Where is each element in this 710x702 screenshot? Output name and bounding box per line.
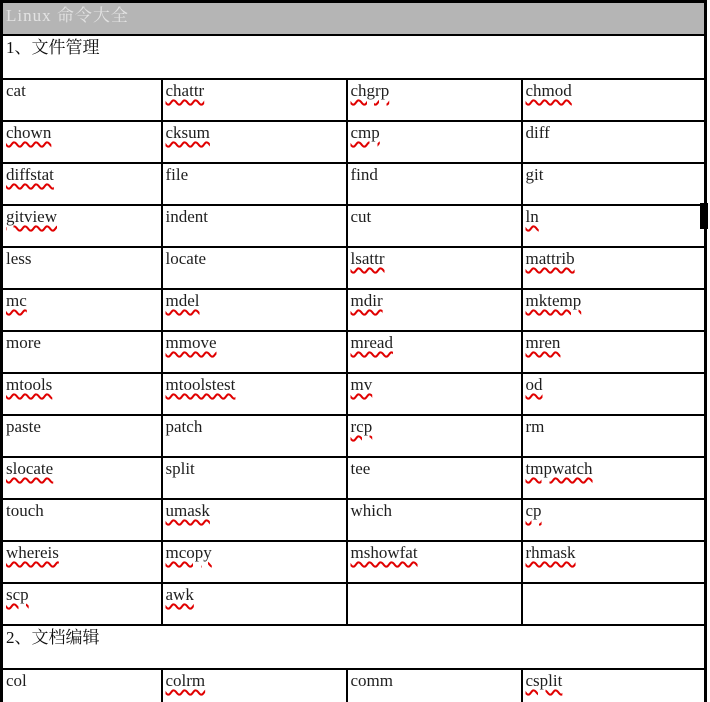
cmd-gitview: gitview <box>2 205 162 247</box>
cmd-mtoolstest: mtoolstest <box>162 373 347 415</box>
cmd-less: less <box>2 247 162 289</box>
cmd-more: more <box>2 331 162 373</box>
table-row <box>2 163 706 205</box>
cmd-whereis: whereis <box>2 541 162 583</box>
cmd-scp: scp <box>2 583 162 625</box>
empty-cell <box>522 583 706 625</box>
cmd-patch: patch <box>162 415 347 457</box>
cmd-colrm: colrm <box>162 669 347 702</box>
cmd-mdir: mdir <box>347 289 522 331</box>
cmd-cp: cp <box>522 499 706 541</box>
cmd-diff: diff <box>522 121 706 163</box>
cmd-cut: cut <box>347 205 522 247</box>
doc-title: Linux 命令大全 <box>2 2 706 36</box>
cmd-tee: tee <box>347 457 522 499</box>
cmd-chown: chown <box>2 121 162 163</box>
cmd-mc: mc <box>2 289 162 331</box>
cmd-which: which <box>347 499 522 541</box>
cmd-mread: mread <box>347 331 522 373</box>
section-heading-row-document-editing <box>2 625 706 669</box>
table-row <box>2 331 706 373</box>
cmd-split: split <box>162 457 347 499</box>
cmd-find: find <box>347 163 522 205</box>
table-row <box>2 289 706 331</box>
cmd-mcopy: mcopy <box>162 541 347 583</box>
cmd-indent: indent <box>162 205 347 247</box>
cmd-mdel: mdel <box>162 289 347 331</box>
cmd-locate: locate <box>162 247 347 289</box>
table-row <box>2 79 706 121</box>
cmd-git: git <box>522 163 706 205</box>
cmd-paste: paste <box>2 415 162 457</box>
cmd-chmod: chmod <box>522 79 706 121</box>
cmd-mren: mren <box>522 331 706 373</box>
cmd-lsattr: lsattr <box>347 247 522 289</box>
cmd-cat: cat <box>2 79 162 121</box>
cmd-mv: mv <box>347 373 522 415</box>
cmd-comm: comm <box>347 669 522 702</box>
cmd-rcp: rcp <box>347 415 522 457</box>
table-row <box>2 415 706 457</box>
table-row <box>2 121 706 163</box>
cmd-mmove: mmove <box>162 331 347 373</box>
cmd-od: od <box>522 373 706 415</box>
table-title-row <box>2 2 706 36</box>
cmd-mshowfat: mshowfat <box>347 541 522 583</box>
empty-cell <box>347 583 522 625</box>
cmd-awk: awk <box>162 583 347 625</box>
cmd-slocate: slocate <box>2 457 162 499</box>
cmd-mktemp: mktemp <box>522 289 706 331</box>
cmd-cksum: cksum <box>162 121 347 163</box>
cmd-chgrp: chgrp <box>347 79 522 121</box>
cmd-tmpwatch: tmpwatch <box>522 457 706 499</box>
cmd-rhmask: rhmask <box>522 541 706 583</box>
table-row <box>2 583 706 625</box>
cmd-col: col <box>2 669 162 702</box>
right-edge-marker <box>700 203 708 229</box>
cmd-csplit: csplit <box>522 669 706 702</box>
section-heading-document-editing: 2、文档编辑 <box>2 625 706 669</box>
table-row <box>2 669 706 702</box>
cmd-diffstat: diffstat <box>2 163 162 205</box>
cmd-rm: rm <box>522 415 706 457</box>
table-row <box>2 373 706 415</box>
table-row <box>2 499 706 541</box>
table-row <box>2 457 706 499</box>
section-heading-row-file-management <box>2 35 706 79</box>
cmd-mtools: mtools <box>2 373 162 415</box>
cmd-umask: umask <box>162 499 347 541</box>
cmd-mattrib: mattrib <box>522 247 706 289</box>
cmd-chattr: chattr <box>162 79 347 121</box>
table-row <box>2 247 706 289</box>
table-row <box>2 541 706 583</box>
cmd-touch: touch <box>2 499 162 541</box>
section-heading-file-management: 1、文件管理 <box>2 35 706 79</box>
table-row <box>2 205 706 247</box>
cmd-file: file <box>162 163 347 205</box>
cmd-ln: ln <box>522 205 706 247</box>
cmd-cmp: cmp <box>347 121 522 163</box>
